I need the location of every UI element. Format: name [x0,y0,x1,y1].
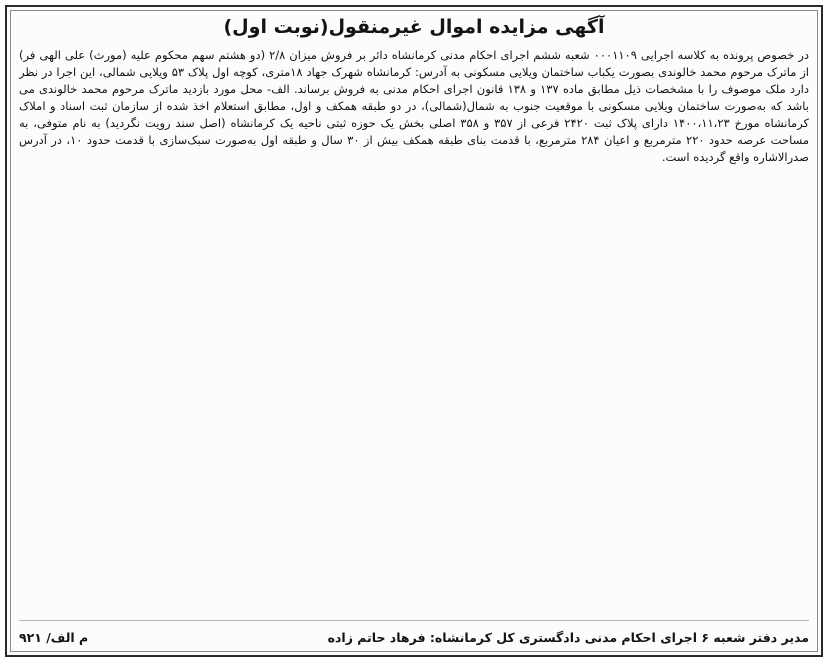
notice-code: م الف/ ۹۲۱ [19,630,89,645]
notice-body: در خصوص پرونده به کلاسه اجرایی ۰۰۰۱۱۰۹ شعبه ششم اجرای احکام مدنی کرمانشاه دائر بر فروش میزان ۲/۸ (دو هشتم سهم محکوم علیه (مورث) علی الهی فر) از ماترک مرحوم محمد خالوندی بصورت یکباب ساختمان ویلایی مسکونی به آدرس: کرمانشاه شهرک جهاد ۱۸متری، کوچه اول پلاک ۵۳ ویلایی شمالی، این اجرا در نظر دارد ملک موصوف را با مشخصات ذیل مطابق ماده ۱۳۷ و ۱۳۸ قانون اجرای احکام مدنی به فروش برساند. الف- محل مورد بازدید ماترک مرحوم محمد خالوندی می باشد که به‌صورت ساختمان ویلایی مسکونی با موقعیت جنوب به شمال(شمالی)، در دو طبقه همکف و اول، مطابق استعلام اخذ شده از سازمان ثبت اسناد و املاک کرمانشاه مورخ ۱۴۰۰،۱۱،۲۳ دارای پلاک ثبت ۲۴۲۰ فرعی از ۳۵۷ و ۳۵۸ اصلی بخش یک حوزه ثبتی ناحیه یک کرمانشاه (اصل سند رویت نگردید) به نام متوفی، به مساحت عرصه حدود ۲۲۰ مترمربع و اعیان ۲۸۴ مترمربع، با قدمت بنای طبقه همکف بیش از ۳۰ سال و طبقه اول به‌صورت سبک‌سازی با قدمت حدود ۱۰، در آدرس صدرالاشاره واقع گردیده است. [19,48,809,164]
auction-notice [5,5,823,657]
office-signature: مدیر دفتر شعبه ۶ اجرای احکام مدنی دادگستری کل کرمانشاه: فرهاد حاتم زاده [327,630,809,645]
notice-footer [19,620,809,645]
notice-title: آگهی مزایده اموال غیرمنقول(نوبت اول) [223,16,605,38]
